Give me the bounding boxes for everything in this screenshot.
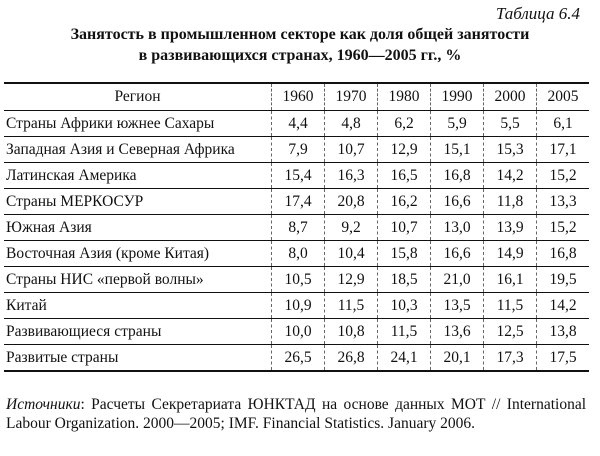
value-cell: 6,2 <box>378 111 431 137</box>
value-cell: 16,1 <box>484 267 537 293</box>
table-number-label: Таблица 6.4 <box>495 4 580 23</box>
value-cell: 6,1 <box>537 111 590 137</box>
value-cell: 16,6 <box>431 189 484 215</box>
table-row <box>4 163 589 189</box>
value-cell: 8,0 <box>272 241 325 267</box>
value-cell: 17,5 <box>537 345 590 372</box>
region-cell: Страны Африки южнее Сахары <box>4 111 272 137</box>
value-cell: 24,1 <box>378 345 431 372</box>
region-cell: Восточная Азия (кроме Китая) <box>4 241 272 267</box>
value-cell: 16,8 <box>537 241 590 267</box>
value-cell: 18,5 <box>378 267 431 293</box>
value-cell: 26,8 <box>325 345 378 372</box>
header-year: 2005 <box>537 83 590 111</box>
value-cell: 10,7 <box>325 137 378 163</box>
value-cell: 10,4 <box>325 241 378 267</box>
value-cell: 14,2 <box>484 163 537 189</box>
value-cell: 4,4 <box>272 111 325 137</box>
value-cell: 11,8 <box>484 189 537 215</box>
value-cell: 10,9 <box>272 293 325 319</box>
value-cell: 12,9 <box>325 267 378 293</box>
table-header <box>4 83 589 111</box>
table-row <box>4 241 589 267</box>
value-cell: 20,8 <box>325 189 378 215</box>
value-cell: 10,5 <box>272 267 325 293</box>
header-row <box>4 83 589 111</box>
value-cell: 26,5 <box>272 345 325 372</box>
value-cell: 16,3 <box>325 163 378 189</box>
table-row <box>4 111 589 137</box>
value-cell: 13,8 <box>537 319 590 345</box>
value-cell: 10,0 <box>272 319 325 345</box>
table-title-line-2: в развивающихся странах, 1960—2005 гг., % <box>138 47 462 64</box>
region-cell: Страны НИС «первой волны» <box>4 267 272 293</box>
region-cell: Китай <box>4 293 272 319</box>
value-cell: 12,5 <box>484 319 537 345</box>
header-year: 1960 <box>272 83 325 111</box>
value-cell: 16,8 <box>431 163 484 189</box>
region-cell: Развитые страны <box>4 345 272 372</box>
header-year: 1970 <box>325 83 378 111</box>
region-cell: Развивающиеся страны <box>4 319 272 345</box>
value-cell: 13,3 <box>537 189 590 215</box>
value-cell: 13,0 <box>431 215 484 241</box>
value-cell: 4,8 <box>325 111 378 137</box>
region-cell: Западная Азия и Северная Африка <box>4 137 272 163</box>
region-cell: Латинская Америка <box>4 163 272 189</box>
value-cell: 21,0 <box>431 267 484 293</box>
value-cell: 11,5 <box>325 293 378 319</box>
value-cell: 15,2 <box>537 215 590 241</box>
value-cell: 13,5 <box>431 293 484 319</box>
value-cell: 9,2 <box>325 215 378 241</box>
table-body <box>4 111 589 372</box>
value-cell: 17,1 <box>537 137 590 163</box>
value-cell: 17,4 <box>272 189 325 215</box>
value-cell: 13,6 <box>431 319 484 345</box>
header-region: Регион <box>4 83 272 111</box>
table-row <box>4 293 589 319</box>
table-row <box>4 319 589 345</box>
value-cell: 10,8 <box>325 319 378 345</box>
source-note <box>6 395 586 433</box>
value-cell: 5,9 <box>431 111 484 137</box>
value-cell: 19,5 <box>537 267 590 293</box>
region-cell: Страны МЕРКОСУР <box>4 189 272 215</box>
table-title-line-1: Занятость в промышленном секторе как доля общей занятости <box>70 26 530 43</box>
value-cell: 11,5 <box>378 319 431 345</box>
header-year: 1990 <box>431 83 484 111</box>
source-label: Источники <box>6 396 81 413</box>
value-cell: 10,7 <box>378 215 431 241</box>
table-title <box>0 24 600 66</box>
value-cell: 15,8 <box>378 241 431 267</box>
table-row <box>4 215 589 241</box>
value-cell: 20,1 <box>431 345 484 372</box>
value-cell: 15,2 <box>537 163 590 189</box>
value-cell: 15,1 <box>431 137 484 163</box>
value-cell: 7,9 <box>272 137 325 163</box>
header-year: 1980 <box>378 83 431 111</box>
value-cell: 16,5 <box>378 163 431 189</box>
value-cell: 10,3 <box>378 293 431 319</box>
value-cell: 16,2 <box>378 189 431 215</box>
value-cell: 17,3 <box>484 345 537 372</box>
region-cell: Южная Азия <box>4 215 272 241</box>
value-cell: 8,7 <box>272 215 325 241</box>
source-text: : Расчеты Секретариата ЮНКТАД на основе данных МОТ // International Labour Organization. 2000—2005; IMF. Financial Statistics. January 2006. <box>6 396 586 432</box>
value-cell: 12,9 <box>378 137 431 163</box>
header-year: 2000 <box>484 83 537 111</box>
table-row <box>4 189 589 215</box>
table-row <box>4 267 589 293</box>
table-row <box>4 345 589 372</box>
value-cell: 16,6 <box>431 241 484 267</box>
value-cell: 14,9 <box>484 241 537 267</box>
table-row <box>4 137 589 163</box>
value-cell: 15,4 <box>272 163 325 189</box>
value-cell: 15,3 <box>484 137 537 163</box>
value-cell: 11,5 <box>484 293 537 319</box>
value-cell: 14,2 <box>537 293 590 319</box>
employment-table <box>4 82 589 372</box>
value-cell: 5,5 <box>484 111 537 137</box>
value-cell: 13,9 <box>484 215 537 241</box>
